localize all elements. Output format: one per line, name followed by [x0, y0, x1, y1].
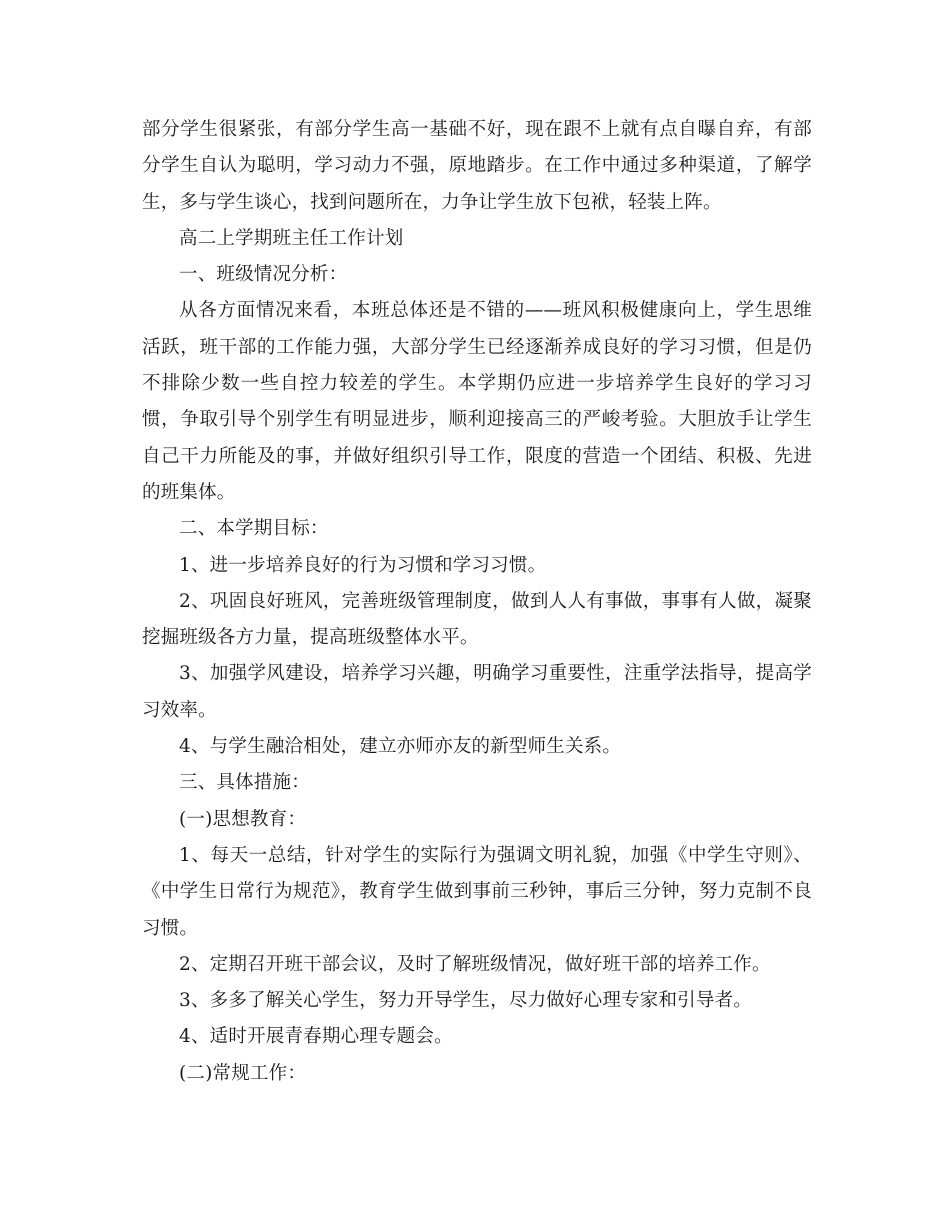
- section-heading-measures: 三、具体措施：: [179, 772, 310, 794]
- measure-item-4: 4、适时开展青春期心理专题会。: [179, 1026, 453, 1048]
- goal-item-1: 1、进一步培养良好的行为习惯和学习习惯。: [179, 554, 547, 576]
- paragraph-class-analysis: 从各方面情况来看，本班总体还是不错的——班风积极健康向上，学生思维活跃，班干部的工作能力强，大部分学生已经逐渐养成良好的学习习惯，但是仍不排除少数一些自控力较差的学生。本学期仍应进一步培养学生良好的学习习惯，争取引导个别学生有明显进步，顺利迎接高三的严峻考验。大胆放手让学生自己干力所能及的事，并做好组织引导工作，限度的营造一个团结、积极、先进的班集体。: [142, 300, 812, 503]
- goal-item-2: 2、巩固良好班风，完善班级管理制度，做到人人有事做，事事有人做，凝聚挖掘班级各方力量，提高班级整体水平。: [142, 590, 812, 649]
- goal-item-4: 4、与学生融洽相处，建立亦师亦友的新型师生关系。: [179, 736, 622, 758]
- section-heading-goals: 二、本学期目标：: [179, 518, 329, 540]
- document-title: 高二上学期班主任工作计划: [179, 227, 404, 249]
- subsection-heading-ideology: (一)思想教育：: [179, 808, 307, 830]
- paragraph-intro-continued: 部分学生很紧张，有部分学生高一基础不好，现在跟不上就有点自曝自弃，有部分学生自认为聪明，学习动力不强，原地踏步。在工作中通过多种渠道，了解学生，多与学生谈心，找到问题所在，力争让学生放下包袱，轻装上阵。: [142, 119, 812, 213]
- document-body: [142, 112, 812, 1092]
- goal-item-3: 3、加强学风建设，培养学习兴趣，明确学习重要性，注重学法指导，提高学习效率。: [142, 663, 812, 721]
- measure-item-1: 1、每天一总结，针对学生的实际行为强调文明礼貌，加强《中学生守则》、《中学生日常行为规范》，教育学生做到事前三秒钟，事后三分钟，努力克制不良习惯。: [142, 844, 812, 939]
- measure-item-3: 3、多多了解关心学生，努力开导学生，尽力做好心理专家和引导者。: [179, 990, 752, 1012]
- measure-item-2: 2、定期召开班干部会议，及时了解班级情况，做好班干部的培养工作。: [179, 953, 771, 975]
- section-heading-class-analysis: 一、班级情况分析：: [179, 264, 348, 286]
- subsection-heading-routine: (二)常规工作：: [179, 1062, 307, 1084]
